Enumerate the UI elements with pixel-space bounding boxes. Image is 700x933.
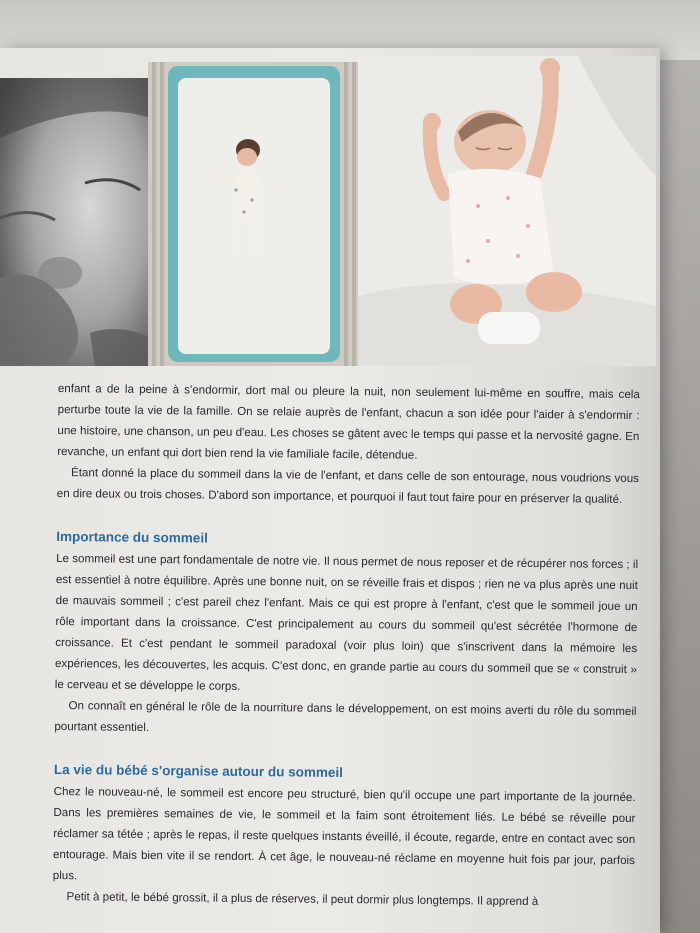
stretching-baby-illustration	[358, 56, 656, 366]
baby-face-illustration	[0, 78, 150, 366]
paragraph: Chez le nouveau-né, le sommeil est encore peu structuré, bien qu'il occupe une part importante de la journée. Dans les premières semaines de vie, le sommeil et la faim sont étroitement liés. Le bébé se réveille pour réclamer sa tétée ; après le repas, il reste quelques instants éveillé, il écoute, regarde, entre en contact avec son entourage. Mais bien vite il se rendort. À cet âge, le nouveau-né réclame en moyenne huit fois par jour, parfois plus.	[52, 784, 636, 883]
photo-baby-face-closeup	[0, 78, 150, 366]
section-heading-baby-life: La vie du bébé s'organise autour du sommeil	[53, 761, 343, 781]
photo-baby-stretching	[358, 56, 656, 366]
crib-illustration	[148, 62, 360, 366]
paragraph: Petit à petit, le bébé grossit, il a plus de réserves, il peut dormir plus longtemps. Il apprend à	[66, 890, 539, 909]
section-heading-importance: Importance du sommeil	[56, 528, 208, 546]
paragraph: Étant donné la place du sommeil dans la vie de l'enfant, et dans celle de son entourage, nous voudrions vous en dire deux ou trois choses. D'abord son importance, et pourquoi il faut tout faire pour en préserver la qualité.	[56, 466, 640, 506]
paragraph: On connaît en général le rôle de la nourriture dans le développement, on est moins averti du rôle du sommeil pourtant essentiel.	[54, 699, 637, 734]
article-text	[52, 378, 640, 913]
photo-strip	[0, 56, 656, 366]
paragraph: enfant a de la peine à s'endormir, dort mal ou pleure la nuit, non seulement lui-même en souffre, mais cela perturbe toute la vie de la famille. On se relaie auprès de l'enfant, chacun a son idée pour l'aider à s'endormir : une histoire, une chanson, un peu d'eau. Les choses se gâtent avec le temps qui passe et la nervosité gagne. En revanche, un enfant qui dort bien rend la vie familiale facile, détendue.	[57, 381, 640, 462]
paragraph: Le sommeil est une part fondamentale de notre vie. Il nous permet de nous reposer et de récupérer nos forces ; il est essentiel à notre équilibre. Après une bonne nuit, on se réveille frais et dispos ; rien ne va plus après une nuit de mauvais sommeil ; c'est pareil chez l'enfant. Mais ce qui est propre à l'enfant, c'est que le sommeil joue un rôle important dans la croissance. C'est principalement au cours du sommeil qu'est sécrétée l'hormone de croissance. Et c'est pendant le sommeil paradoxal (voir plus loin) que s'inscrivent dans la mémoire les expériences, les découvertes, les acquis. C'est donc, en grande partie au cours du sommeil que se « construit » le cerveau et se développe le corps.	[54, 551, 639, 693]
photo-baby-in-crib	[148, 62, 360, 366]
